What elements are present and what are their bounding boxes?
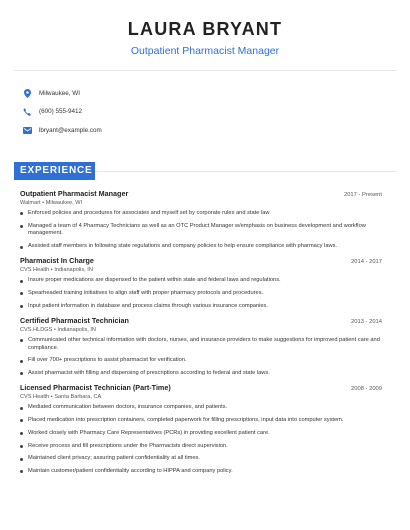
job-title: Pharmacist In Charge bbox=[20, 256, 94, 266]
candidate-title: Outpatient Pharmacist Manager bbox=[130, 45, 280, 57]
job-bullet: Receive process and fill prescriptions under the Pharmacists direct supervision. bbox=[20, 443, 382, 451]
job-bullets bbox=[20, 210, 382, 251]
job-employer: CVS Health bbox=[20, 394, 50, 401]
job-meta: CVS Health • Santa Barbara, CA bbox=[20, 394, 102, 401]
job-meta: Walmart • Milwaukee, WI bbox=[20, 200, 83, 206]
job-bullets bbox=[20, 277, 382, 310]
job-bullet: Worked closely with Pharmacy Care Representatives (PCRs) in providing excellent patient care. bbox=[20, 430, 382, 438]
contact-email-text[interactable]: lbryant@example.com bbox=[39, 126, 102, 134]
job-bullets bbox=[20, 337, 382, 378]
job-location: Milwaukee, WI bbox=[45, 200, 83, 206]
job-bullet: Fill over 700+ prescriptions to assist pharmacist for verification. bbox=[20, 357, 382, 365]
job-location: Indianapolis, IN bbox=[57, 326, 96, 333]
job-entry bbox=[20, 256, 382, 310]
job-bullet: Insure proper medications are dispensed to the patient within state and federal laws and regulations. bbox=[20, 277, 382, 285]
location-pin-icon bbox=[22, 88, 32, 98]
phone-icon bbox=[22, 107, 32, 117]
job-entry bbox=[20, 383, 382, 476]
job-meta: CVS Health • Indianapolis, IN bbox=[20, 267, 93, 274]
job-bullet: Managed a team of 4 Pharmacy Technicians as well as an OTC Product Manager w/emphasis on business development and workflow management. bbox=[20, 223, 382, 238]
candidate-name: LAURA BRYANT bbox=[127, 19, 283, 39]
job-employer: CVS HLDGS bbox=[20, 326, 53, 333]
resume-header bbox=[0, 0, 410, 58]
job-employer: Walmart bbox=[20, 200, 41, 206]
job-entry bbox=[20, 316, 382, 378]
job-dates: 2013 - 2014 bbox=[351, 318, 382, 325]
email-icon bbox=[22, 125, 32, 135]
job-title: Outpatient Pharmacist Manager bbox=[20, 189, 129, 198]
job-meta: CVS HLDGS • Indianapolis, IN bbox=[20, 326, 96, 333]
job-title: Certified Pharmacist Technician bbox=[20, 315, 129, 325]
contact-location-text: Milwaukee, WI bbox=[39, 89, 80, 97]
job-bullet: Mediated communication between doctors, insurance companies, and patients. bbox=[20, 404, 382, 412]
job-bullet: Input patient information in database and process claims through various insurance companies. bbox=[20, 303, 382, 311]
job-bullet: Maintain customer/patient confidentiality according to HIPPA and company policy. bbox=[20, 468, 382, 476]
contact-phone-text: (600) 555-9412 bbox=[39, 108, 83, 116]
job-bullet: Spearheaded training initiatives to align staff with proper pharmacy protocols and procedures. bbox=[20, 290, 382, 298]
job-dates: 2014 - 2017 bbox=[351, 259, 382, 266]
job-bullet: Communicated other technical information with doctors, nurses, and insurance providers to make suggestions for improved patient care and compliance. bbox=[20, 337, 382, 352]
job-dates: 2008 - 2009 bbox=[351, 386, 382, 393]
job-bullet: Enforced policies and procedures for associates and myself set by corporate rules and state law bbox=[20, 210, 382, 218]
job-location: Indianapolis, IN bbox=[54, 267, 93, 274]
experience-rule bbox=[95, 171, 396, 172]
job-employer: CVS Health bbox=[20, 267, 50, 274]
job-bullet: Assist pharmacist with filling and dispensing of prescriptions according to federal and state laws. bbox=[20, 370, 382, 378]
job-location: Santa Barbara, CA bbox=[54, 394, 102, 401]
contact-list bbox=[22, 84, 102, 140]
contact-phone bbox=[22, 103, 102, 122]
job-bullet: Placed medication into prescription containers, completed paperwork for filling prescriptions, input data into computer system. bbox=[20, 417, 382, 425]
job-bullet: Maintained client privacy; assuring patient confidentiality at all times. bbox=[20, 455, 382, 463]
contact-email[interactable] bbox=[22, 121, 102, 140]
job-bullets bbox=[20, 404, 382, 476]
job-entry bbox=[20, 189, 382, 251]
job-bullet: Assisted staff members in following state regulations and company policies to help ensure compliance with pharmacy laws. bbox=[20, 243, 382, 251]
experience-heading: EXPERIENCE bbox=[14, 162, 95, 180]
job-title: Licensed Pharmacist Technician (Part-Time) bbox=[20, 383, 171, 393]
contact-location bbox=[22, 84, 102, 103]
header-divider bbox=[14, 70, 396, 71]
job-dates: 2017 - Present bbox=[343, 192, 382, 198]
experience-list bbox=[20, 189, 382, 481]
